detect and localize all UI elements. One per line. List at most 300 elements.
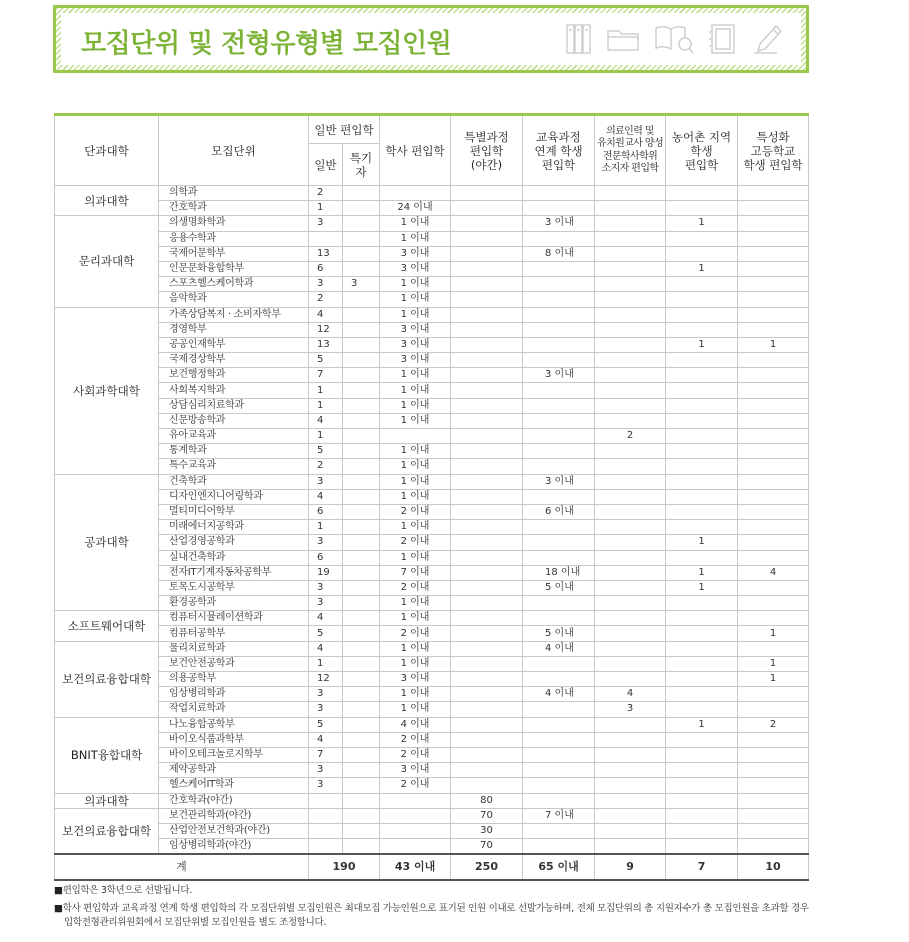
unit-cell: 산업안전보건학과(야간): [159, 823, 309, 838]
special-skill-cell: [343, 474, 380, 489]
medical-cell: [595, 216, 666, 231]
edu-linked-cell: [523, 353, 595, 368]
rural-cell: 1: [666, 717, 738, 732]
edu-linked-cell: [523, 322, 595, 337]
rural-cell: [666, 808, 738, 823]
specialized-cell: [738, 201, 809, 216]
table-row: [55, 535, 809, 550]
unit-cell: 산업경영공학과: [159, 535, 309, 550]
general-cell: 4: [309, 489, 343, 504]
edu-linked-cell: 5 이내: [523, 580, 595, 595]
specialized-cell: [738, 823, 809, 838]
special-course-cell: [451, 565, 523, 580]
general-cell: 1: [309, 383, 343, 398]
specialized-cell: [738, 322, 809, 337]
specialized-cell: 1: [738, 656, 809, 671]
edu-linked-cell: [523, 747, 595, 762]
medical-cell: 2: [595, 429, 666, 444]
bachelor-cell: 2 이내: [380, 535, 451, 550]
rural-cell: [666, 292, 738, 307]
college-cell: 의과대학: [55, 793, 159, 808]
table-row: [55, 596, 809, 611]
edu-linked-cell: [523, 778, 595, 793]
medical-cell: [595, 307, 666, 322]
unit-cell: 작업치료학과: [159, 702, 309, 717]
header-special-skill: 특기자: [343, 144, 380, 186]
bachelor-cell: 1 이내: [380, 231, 451, 246]
specialized-cell: [738, 504, 809, 519]
special-skill-cell: [343, 717, 380, 732]
general-cell: 3: [309, 580, 343, 595]
bachelor-cell: [380, 186, 451, 201]
unit-cell: 의학과: [159, 186, 309, 201]
header-specialized-line1: 특성화: [756, 129, 790, 144]
header-special-course: [451, 115, 523, 186]
medical-cell: [595, 322, 666, 337]
admissions-table: [54, 113, 809, 881]
general-cell: [309, 823, 343, 838]
medical-cell: 4: [595, 687, 666, 702]
special-skill-cell: [343, 353, 380, 368]
edu-linked-cell: 4 이내: [523, 687, 595, 702]
special-course-cell: [451, 611, 523, 626]
rural-cell: 1: [666, 580, 738, 595]
edu-linked-cell: 4 이내: [523, 641, 595, 656]
bachelor-cell: [380, 823, 451, 838]
special-skill-cell: [343, 383, 380, 398]
specialized-cell: [738, 353, 809, 368]
table-row: [55, 793, 809, 808]
unit-cell: 간호학과(야간): [159, 793, 309, 808]
special-skill-cell: [343, 413, 380, 428]
specialized-cell: 1: [738, 626, 809, 641]
total-specialized: 10: [738, 854, 809, 880]
special-skill-cell: [343, 839, 380, 855]
edu-linked-cell: [523, 413, 595, 428]
bachelor-cell: 24 이내: [380, 201, 451, 216]
special-skill-cell: [343, 626, 380, 641]
header-bachelor: 학사 편입학: [380, 115, 451, 186]
special-skill-cell: [343, 611, 380, 626]
unit-cell: 바이오테크놀로지학부: [159, 747, 309, 762]
table-row: [55, 656, 809, 671]
unit-cell: 토목도시공학부: [159, 580, 309, 595]
table-row: [55, 337, 809, 352]
bachelor-cell: 1 이내: [380, 641, 451, 656]
book-magnifier-icon: [653, 22, 695, 56]
special-course-cell: [451, 596, 523, 611]
medical-cell: [595, 808, 666, 823]
total-row: [55, 854, 809, 880]
bachelor-cell: 2 이내: [380, 626, 451, 641]
special-skill-cell: [343, 732, 380, 747]
special-course-cell: [451, 429, 523, 444]
specialized-cell: [738, 246, 809, 261]
medical-cell: [595, 246, 666, 261]
special-course-cell: [451, 277, 523, 292]
special-skill-cell: [343, 520, 380, 535]
specialized-cell: 2: [738, 717, 809, 732]
header-unit: 모집단위: [159, 115, 309, 186]
general-cell: [309, 231, 343, 246]
special-course-cell: [451, 504, 523, 519]
special-skill-cell: [343, 201, 380, 216]
special-course-cell: [451, 702, 523, 717]
specialized-cell: [738, 732, 809, 747]
general-cell: 5: [309, 353, 343, 368]
special-course-cell: [451, 261, 523, 276]
special-skill-cell: [343, 747, 380, 762]
table-row: [55, 429, 809, 444]
rural-cell: [666, 687, 738, 702]
special-skill-cell: [343, 322, 380, 337]
unit-cell: 바이오식품과학부: [159, 732, 309, 747]
unit-cell: 응용수학과: [159, 231, 309, 246]
medical-cell: [595, 763, 666, 778]
general-cell: 1: [309, 520, 343, 535]
edu-linked-cell: [523, 201, 595, 216]
table-row: [55, 504, 809, 519]
medical-cell: [595, 672, 666, 687]
general-cell: 4: [309, 611, 343, 626]
edu-linked-cell: [523, 793, 595, 808]
rural-cell: [666, 429, 738, 444]
special-skill-cell: [343, 535, 380, 550]
bachelor-cell: 2 이내: [380, 778, 451, 793]
medical-cell: [595, 489, 666, 504]
medical-cell: [595, 383, 666, 398]
special-skill-cell: [343, 186, 380, 201]
edu-linked-cell: [523, 672, 595, 687]
medical-cell: [595, 398, 666, 413]
unit-cell: 신문방송학과: [159, 413, 309, 428]
header-specialized-line2: 고등학교: [750, 143, 796, 158]
header-general-group: 일반 편입학: [309, 115, 380, 144]
rural-cell: [666, 413, 738, 428]
medical-cell: [595, 292, 666, 307]
medical-cell: [595, 732, 666, 747]
general-cell: [309, 793, 343, 808]
specialized-cell: [738, 839, 809, 855]
specialized-cell: [738, 550, 809, 565]
bachelor-cell: 1 이내: [380, 307, 451, 322]
special-course-cell: [451, 580, 523, 595]
bachelor-cell: 3 이내: [380, 353, 451, 368]
header-rural-line1: 농어촌 지역: [671, 129, 732, 144]
special-course-cell: [451, 550, 523, 565]
unit-cell: 국제경상학부: [159, 353, 309, 368]
special-course-cell: [451, 383, 523, 398]
general-cell: 4: [309, 413, 343, 428]
header-specialized: [738, 115, 809, 186]
header-rural: [666, 115, 738, 186]
table-row: [55, 474, 809, 489]
medical-cell: [595, 186, 666, 201]
medical-cell: [595, 504, 666, 519]
special-course-cell: [451, 763, 523, 778]
unit-cell: 건축학과: [159, 474, 309, 489]
unit-cell: 특수교육과: [159, 459, 309, 474]
college-cell: 의과대학: [55, 186, 159, 216]
medical-cell: [595, 444, 666, 459]
table-row: [55, 353, 809, 368]
title-banner-inner: [61, 13, 801, 65]
bachelor-cell: 1 이내: [380, 520, 451, 535]
special-course-cell: [451, 337, 523, 352]
specialized-cell: [738, 808, 809, 823]
total-bachelor: 43 이내: [380, 854, 451, 880]
bachelor-cell: 2 이내: [380, 732, 451, 747]
rural-cell: [666, 231, 738, 246]
college-cell: 소프트웨어대학: [55, 611, 159, 641]
bachelor-cell: 1 이내: [380, 474, 451, 489]
specialized-cell: [738, 459, 809, 474]
table-row: [55, 611, 809, 626]
table-row: [55, 322, 809, 337]
bachelor-cell: 1 이내: [380, 398, 451, 413]
edu-linked-cell: 8 이내: [523, 246, 595, 261]
edu-linked-cell: [523, 277, 595, 292]
general-cell: 3: [309, 216, 343, 231]
rural-cell: [666, 596, 738, 611]
rural-cell: [666, 641, 738, 656]
general-cell: 19: [309, 565, 343, 580]
unit-cell: 공공인재학부: [159, 337, 309, 352]
note-marker: ■: [54, 902, 63, 914]
rural-cell: [666, 504, 738, 519]
general-cell: 1: [309, 398, 343, 413]
header-medical: [595, 115, 666, 186]
note-marker: ■: [54, 885, 63, 896]
general-cell: 12: [309, 322, 343, 337]
specialized-cell: [738, 702, 809, 717]
specialized-cell: [738, 231, 809, 246]
medical-cell: [595, 261, 666, 276]
general-cell: 4: [309, 732, 343, 747]
specialized-cell: [738, 763, 809, 778]
rural-cell: [666, 778, 738, 793]
table-row: [55, 201, 809, 216]
rural-cell: [666, 474, 738, 489]
unit-cell: 임상병리학과: [159, 687, 309, 702]
special-skill-cell: [343, 459, 380, 474]
general-cell: 1: [309, 429, 343, 444]
specialized-cell: [738, 292, 809, 307]
general-cell: 6: [309, 550, 343, 565]
medical-cell: [595, 717, 666, 732]
special-course-cell: [451, 231, 523, 246]
special-course-cell: [451, 626, 523, 641]
edu-linked-cell: [523, 398, 595, 413]
medical-cell: [595, 626, 666, 641]
special-course-cell: [451, 641, 523, 656]
total-special-course: 250: [451, 854, 523, 880]
bachelor-cell: 1 이내: [380, 216, 451, 231]
medical-cell: [595, 337, 666, 352]
special-course-cell: [451, 656, 523, 671]
special-course-cell: [451, 778, 523, 793]
specialized-cell: [738, 474, 809, 489]
special-skill-cell: [343, 778, 380, 793]
specialized-cell: [738, 261, 809, 276]
header-medical-line4: 소지자 편입학: [601, 163, 659, 174]
header-specialized-line3: 학생 편입학: [743, 157, 803, 172]
header-edu-line2: 연계 학생: [534, 143, 583, 158]
bachelor-cell: 1 이내: [380, 413, 451, 428]
edu-linked-cell: 3 이내: [523, 474, 595, 489]
header-rural-line3: 편입학: [684, 157, 719, 172]
table-row: [55, 839, 809, 855]
special-course-cell: [451, 353, 523, 368]
general-cell: 4: [309, 307, 343, 322]
special-skill-cell: [343, 489, 380, 504]
bachelor-cell: [380, 808, 451, 823]
medical-cell: [595, 520, 666, 535]
general-cell: 12: [309, 672, 343, 687]
special-course-cell: [451, 368, 523, 383]
bachelor-cell: 1 이내: [380, 383, 451, 398]
general-cell: 1: [309, 656, 343, 671]
special-skill-cell: [343, 398, 380, 413]
edu-linked-cell: [523, 429, 595, 444]
table-row: [55, 413, 809, 428]
special-course-cell: [451, 687, 523, 702]
medical-cell: [595, 656, 666, 671]
table-body: [55, 186, 809, 881]
table-row: [55, 231, 809, 246]
rural-cell: [666, 626, 738, 641]
edu-linked-cell: [523, 732, 595, 747]
medical-cell: [595, 823, 666, 838]
general-cell: 7: [309, 368, 343, 383]
bachelor-cell: 3 이내: [380, 261, 451, 276]
college-cell: 보건의료융합대학: [55, 808, 159, 854]
specialized-cell: [738, 429, 809, 444]
specialized-cell: [738, 186, 809, 201]
table-row: [55, 747, 809, 762]
specialized-cell: [738, 596, 809, 611]
edu-linked-cell: 6 이내: [523, 504, 595, 519]
specialized-cell: [738, 793, 809, 808]
unit-cell: 물리치료학과: [159, 641, 309, 656]
bachelor-cell: 1 이내: [380, 489, 451, 504]
specialized-cell: [738, 383, 809, 398]
special-skill-cell: [343, 823, 380, 838]
table-row: [55, 550, 809, 565]
specialized-cell: [738, 611, 809, 626]
bachelor-cell: 1 이내: [380, 687, 451, 702]
table-row: [55, 520, 809, 535]
rural-cell: [666, 763, 738, 778]
special-skill-cell: [343, 687, 380, 702]
specialized-cell: [738, 778, 809, 793]
header-college: 단과대학: [55, 115, 159, 186]
rural-cell: [666, 186, 738, 201]
table-row: [55, 687, 809, 702]
unit-cell: 음악학과: [159, 292, 309, 307]
general-cell: 3: [309, 702, 343, 717]
bachelor-cell: 1 이내: [380, 292, 451, 307]
bachelor-cell: 7 이내: [380, 565, 451, 580]
bachelor-cell: 1 이내: [380, 550, 451, 565]
special-skill-cell: [343, 231, 380, 246]
general-cell: 13: [309, 246, 343, 261]
table-row: [55, 823, 809, 838]
table-row: [55, 702, 809, 717]
special-course-cell: [451, 246, 523, 261]
medical-cell: [595, 535, 666, 550]
special-course-cell: [451, 307, 523, 322]
table-row: [55, 626, 809, 641]
edu-linked-cell: [523, 839, 595, 855]
general-cell: 5: [309, 626, 343, 641]
general-cell: 3: [309, 596, 343, 611]
edu-linked-cell: 18 이내: [523, 565, 595, 580]
bachelor-cell: 1 이내: [380, 611, 451, 626]
bachelor-cell: 1 이내: [380, 702, 451, 717]
bachelor-cell: 3 이내: [380, 322, 451, 337]
medical-cell: [595, 565, 666, 580]
special-skill-cell: 3: [343, 277, 380, 292]
medical-cell: [595, 277, 666, 292]
special-skill-cell: [343, 504, 380, 519]
special-skill-cell: [343, 672, 380, 687]
unit-cell: 헬스케어IT학과: [159, 778, 309, 793]
general-cell: 2: [309, 186, 343, 201]
edu-linked-cell: [523, 337, 595, 352]
specialized-cell: 1: [738, 337, 809, 352]
title-banner: [53, 5, 809, 73]
edu-linked-cell: [523, 550, 595, 565]
total-medical: 9: [595, 854, 666, 880]
special-skill-cell: [343, 596, 380, 611]
general-cell: 4: [309, 641, 343, 656]
special-course-cell: 70: [451, 839, 523, 855]
edu-linked-cell: [523, 383, 595, 398]
notebook-icon: [707, 22, 739, 56]
total-label: 계: [55, 854, 309, 880]
unit-cell: 실내건축학과: [159, 550, 309, 565]
medical-cell: [595, 747, 666, 762]
unit-cell: 나노융합공학부: [159, 717, 309, 732]
unit-cell: 제약공학과: [159, 763, 309, 778]
general-cell: 2: [309, 292, 343, 307]
general-cell: 3: [309, 535, 343, 550]
unit-cell: 간호학과: [159, 201, 309, 216]
edu-linked-cell: [523, 444, 595, 459]
college-cell: BNIT융합대학: [55, 717, 159, 793]
special-skill-cell: [343, 808, 380, 823]
table-row: [55, 277, 809, 292]
special-course-cell: [451, 216, 523, 231]
general-cell: 3: [309, 277, 343, 292]
rural-cell: [666, 550, 738, 565]
table-row: [55, 444, 809, 459]
special-course-cell: [451, 732, 523, 747]
general-cell: 3: [309, 687, 343, 702]
table-row: [55, 641, 809, 656]
special-skill-cell: [343, 429, 380, 444]
specialized-cell: [738, 368, 809, 383]
specialized-cell: [738, 641, 809, 656]
specialized-cell: [738, 307, 809, 322]
unit-cell: 가족상담복지 · 소비자학부: [159, 307, 309, 322]
edu-linked-cell: 7 이내: [523, 808, 595, 823]
special-course-cell: [451, 322, 523, 337]
bachelor-cell: [380, 839, 451, 855]
header-medical-line3: 전문학사학위: [602, 150, 658, 162]
total-general: 190: [309, 854, 380, 880]
